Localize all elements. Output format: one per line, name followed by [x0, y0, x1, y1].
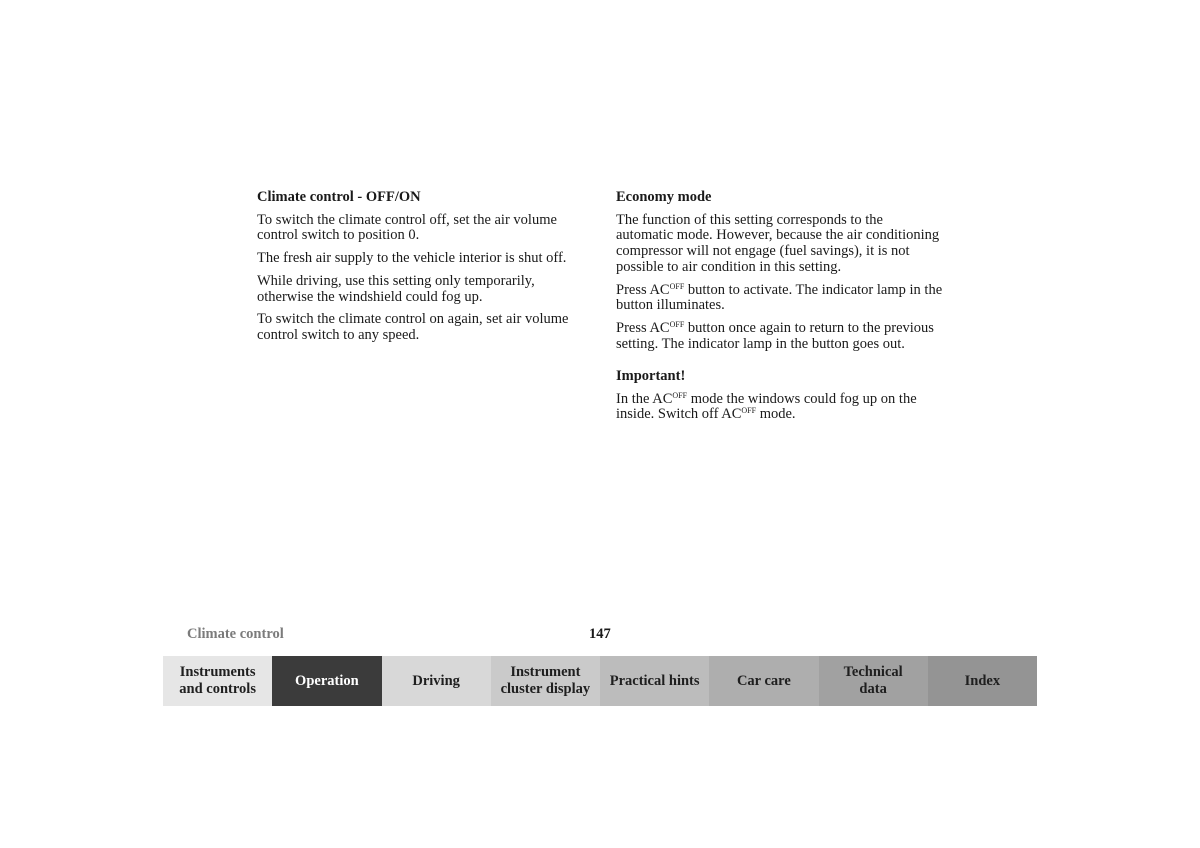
text-segment: button once again to return to the previous	[684, 319, 934, 336]
text-line: possible to air condition in this setting.	[616, 258, 842, 275]
text-line: To switch the climate control off, set the air volume	[257, 211, 557, 228]
paragraph-switch-off	[257, 213, 602, 244]
paragraph-economy-function	[616, 213, 961, 276]
text-segment: Press AC	[616, 319, 670, 336]
left-column	[257, 190, 602, 344]
text-segment: Press AC	[616, 281, 670, 298]
right-column	[616, 190, 961, 423]
tab-label-line: Practical hints	[609, 672, 700, 689]
text-segment: button to activate. The indicator lamp in the	[684, 281, 943, 298]
heading-climate-control-off-on: Climate control - OFF/ON	[257, 189, 421, 205]
tab-label-line: cluster display	[500, 681, 591, 697]
paragraph-fresh-air	[257, 251, 602, 267]
tab-driving[interactable]	[382, 656, 491, 706]
tab-operation[interactable]	[272, 656, 381, 706]
text-line	[616, 392, 961, 408]
paragraph-activate	[616, 283, 961, 314]
tab-label-line: Instrument	[510, 664, 581, 680]
tab-practical-hints[interactable]	[600, 656, 709, 706]
text-line: The fresh air supply to the vehicle interior is shut off.	[257, 250, 567, 267]
tab-label-line: Instruments	[179, 664, 256, 680]
tab-instruments-and-controls[interactable]	[163, 656, 272, 706]
text-line: The function of this setting corresponds to the	[616, 211, 883, 228]
tab-label-line: Index	[964, 672, 1001, 689]
text-line: button illuminates.	[616, 297, 725, 314]
text-line	[616, 283, 961, 299]
tab-index[interactable]	[928, 656, 1037, 706]
tab-instrument-cluster-display[interactable]	[491, 656, 600, 706]
text-line	[616, 321, 961, 337]
tab-label-line: data	[859, 681, 887, 697]
ac-off-superscript: OFF	[741, 406, 757, 416]
text-line: To switch the climate control on again, set air volume	[257, 311, 569, 328]
ac-off-superscript: OFF	[672, 390, 688, 400]
heading-important: Important!	[616, 368, 686, 385]
tab-label-line: Technical	[843, 664, 903, 680]
ac-off-superscript: OFF	[669, 281, 685, 291]
tab-label-line: Car care	[736, 672, 791, 689]
tab-label-line: Driving	[412, 672, 460, 689]
text-line: setting. The indicator lamp in the button goes out.	[616, 335, 905, 352]
text-segment: mode.	[756, 406, 796, 423]
ac-off-superscript: OFF	[669, 319, 685, 329]
text-line: While driving, use this setting only temporarily,	[257, 272, 535, 289]
tab-car-care[interactable]	[709, 656, 818, 706]
paragraph-important-note	[616, 392, 961, 423]
text-segment: In the AC	[616, 390, 673, 407]
paragraph-while-driving	[257, 274, 602, 305]
text-line: automatic mode. However, because the air conditioning	[616, 227, 940, 244]
paragraph-switch-on	[257, 312, 602, 343]
paragraph-return-previous	[616, 321, 961, 352]
tab-label-line: and controls	[179, 681, 256, 697]
text-segment: inside. Switch off AC	[616, 406, 742, 423]
tab-technical-data[interactable]	[819, 656, 928, 706]
footer-section-title: Climate control	[187, 626, 284, 642]
text-line: control switch to position 0.	[257, 227, 420, 244]
text-segment: mode the windows could fog up on the	[687, 390, 917, 407]
chapter-navigation-tabs	[163, 656, 1037, 706]
text-line: compressor will not engage (fuel savings), it is not	[616, 243, 910, 260]
text-line	[616, 407, 961, 423]
heading-economy-mode: Economy mode	[616, 189, 712, 205]
text-line: control switch to any speed.	[257, 326, 420, 343]
text-line: otherwise the windshield could fog up.	[257, 288, 483, 305]
page-number: 147	[589, 626, 611, 642]
tab-label-line: Operation	[295, 672, 359, 689]
